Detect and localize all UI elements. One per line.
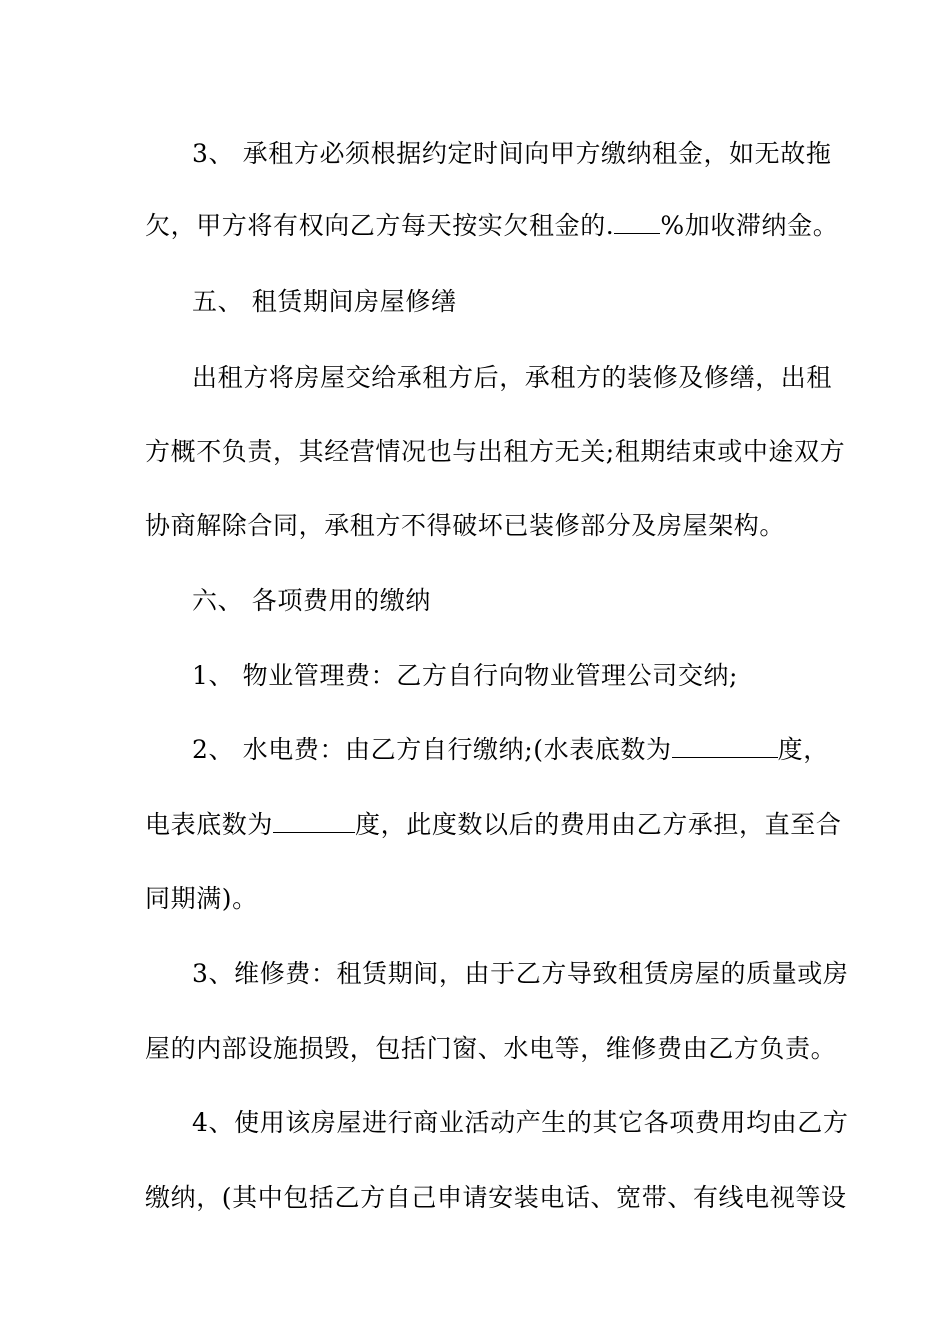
text-run: 方概不负责，其经营情况也与出租方无关;租期结束或中途双方	[145, 437, 846, 466]
text-run: 欠，甲方将有权向乙方每天按实欠租金的.	[145, 211, 615, 240]
text-run: 1、 物业管理费：乙方自行向物业管理公司交纳;	[192, 661, 739, 690]
section-5-para-line-2	[145, 435, 845, 469]
clause-2-utilities-line-3	[145, 882, 258, 916]
section-6-heading	[192, 584, 431, 618]
text-run: 4、使用该房屋进行商业活动产生的其它各项费用均由乙方	[192, 1108, 849, 1137]
text-run: 2、 水电费：由乙方自行缴纳;(水表底数为	[192, 735, 672, 764]
clause-3-rent-line-2	[145, 209, 838, 243]
text-run: 屋的内部设施损毁，包括门窗、水电等，维修费由乙方负责。	[145, 1034, 837, 1063]
text-run: 3、维修费：租赁期间，由于乙方导致租赁房屋的质量或房	[192, 959, 849, 988]
text-run: 六、 各项费用的缴纳	[192, 586, 431, 615]
text-run: 电表底数为	[145, 810, 274, 839]
blank-underline-water-meter[interactable]	[672, 735, 778, 758]
text-run: 五、 租赁期间房屋修缮	[192, 287, 457, 316]
section-5-para-line-1	[192, 361, 832, 395]
section-5-heading	[192, 285, 457, 319]
text-run: 3、 承租方必须根据约定时间向甲方缴纳租金，如无故拖	[192, 139, 832, 168]
clause-1-property-fee	[192, 659, 738, 693]
text-run: 同期满)。	[145, 884, 258, 913]
text-run: 度，	[777, 735, 829, 764]
text-run: 出租方将房屋交给承租方后，承租方的装修及修缮，出租	[192, 363, 833, 392]
text-run: 协商解除合同，承租方不得破坏已装修部分及房屋架构。	[145, 511, 786, 540]
clause-2-utilities-line-1	[192, 733, 829, 767]
blank-underline-penalty-rate[interactable]	[614, 211, 660, 234]
text-run: 缴纳，(其中包括乙方自己申请安装电话、宽带、有线电视等设	[145, 1183, 847, 1212]
clause-2-utilities-line-2	[145, 808, 841, 842]
text-run: %加收滞纳金。	[660, 211, 839, 240]
text-run: 度，此度数以后的费用由乙方承担，直至合	[355, 810, 842, 839]
clause-3-repair-line-1	[192, 957, 849, 991]
clause-4-other-fees-line-2	[145, 1181, 847, 1215]
clause-3-repair-line-2	[145, 1032, 836, 1066]
blank-underline-electric-meter[interactable]	[273, 810, 355, 833]
clause-4-other-fees-line-1	[192, 1106, 849, 1140]
section-5-para-line-3	[145, 509, 785, 543]
clause-3-rent-line-1	[192, 137, 831, 171]
